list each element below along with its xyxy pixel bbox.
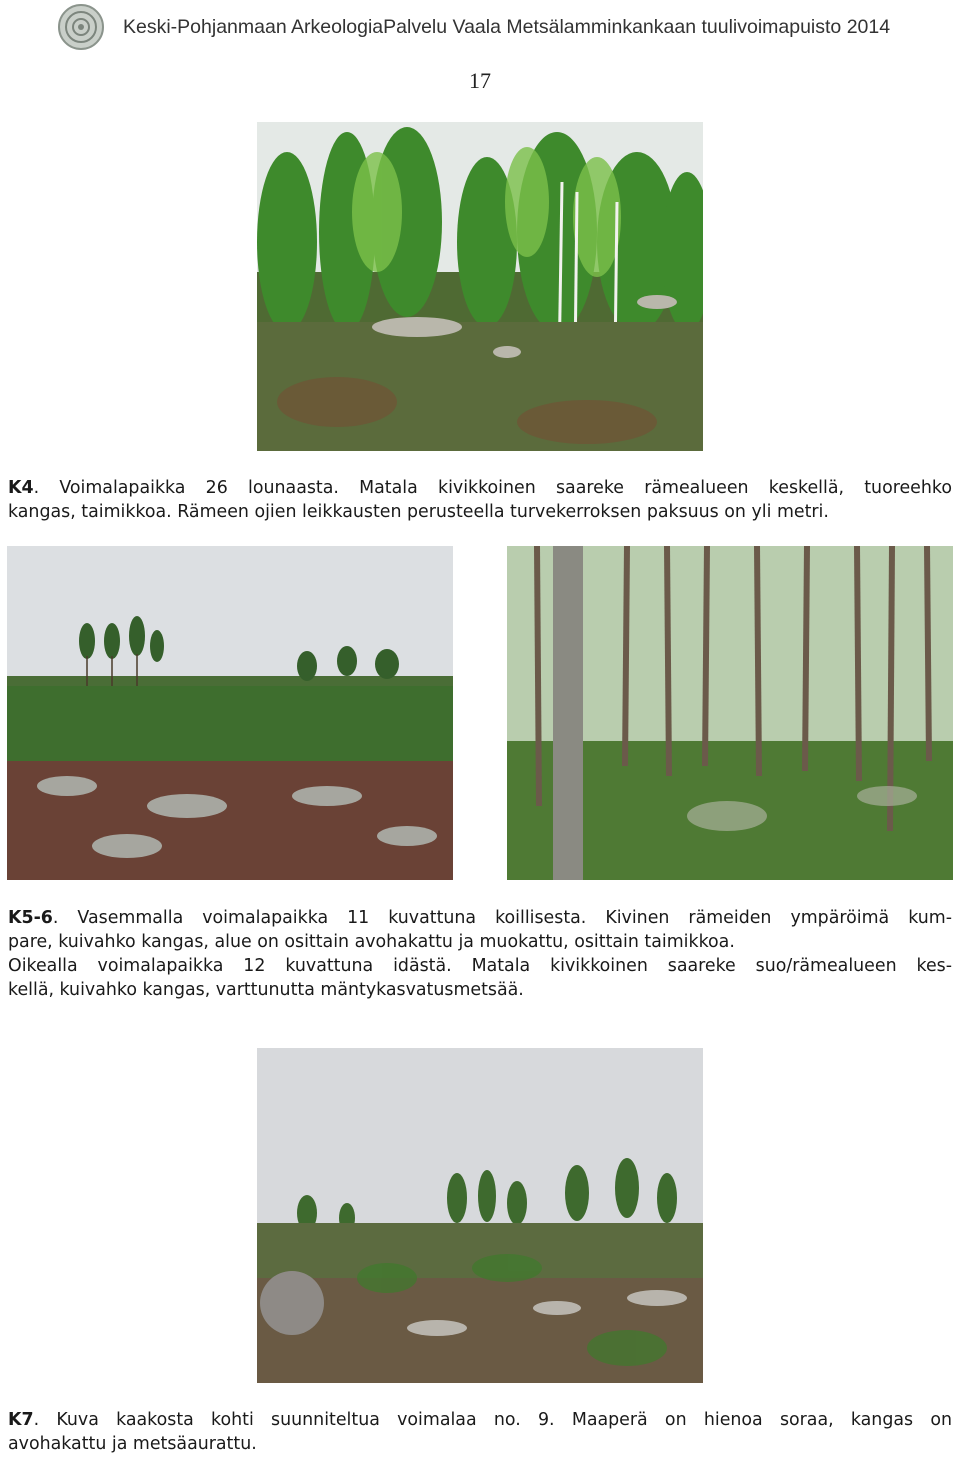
caption-k5-6 bbox=[8, 906, 952, 1002]
caption-text: . Voimalapaikka 26 lounaasta. Matala kivikkoinen saareke rämealueen keskellä, tuoreehko bbox=[33, 478, 952, 498]
caption-k4 bbox=[8, 476, 952, 524]
photo-k4-forest-islet bbox=[257, 122, 703, 451]
caption-text: . Kuva kaakosta kohti suunniteltua voimalaa no. 9. Maaperä on hienoa soraa, kangas on bbox=[33, 1410, 952, 1430]
ammonite-logo-icon bbox=[56, 2, 106, 52]
caption-text: pare, kuivahko kangas, alue on osittain avohakattu ja muokattu, osittain taimikkoa. bbox=[8, 932, 735, 952]
photo-k7-clearcut-heath bbox=[257, 1048, 703, 1383]
caption-text: . Vasemmalla voimalapaikka 11 kuvattuna koillisesta. Kivinen rämeiden ympäröimä kum- bbox=[52, 908, 952, 928]
caption-text: avohakattu ja metsäaurattu. bbox=[8, 1434, 257, 1454]
caption-id: K5-6 bbox=[8, 908, 53, 928]
photo-k6-pine-forest bbox=[507, 546, 953, 880]
caption-id: K4 bbox=[8, 478, 34, 498]
document-header: Keski-Pohjanmaan ArkeologiaPalvelu Vaala Metsälamminkankaan tuulivoimapuisto 2014 bbox=[123, 16, 891, 38]
caption-k7 bbox=[8, 1408, 952, 1456]
page-number: 17 bbox=[469, 68, 491, 93]
caption-text: kellä, kuivahko kangas, varttunutta mäntykasvatusmetsää. bbox=[8, 980, 524, 1000]
photo-k5-heath-clearing bbox=[7, 546, 453, 880]
caption-text: Oikealla voimalapaikka 12 kuvattuna idästä. Matala kivikkoinen saareke suo/rämealueen kes- bbox=[8, 956, 952, 976]
caption-id: K7 bbox=[8, 1410, 34, 1430]
caption-text: kangas, taimikkoa. Rämeen ojien leikkausten perusteella turvekerroksen paksuus on yli metri. bbox=[8, 502, 829, 522]
